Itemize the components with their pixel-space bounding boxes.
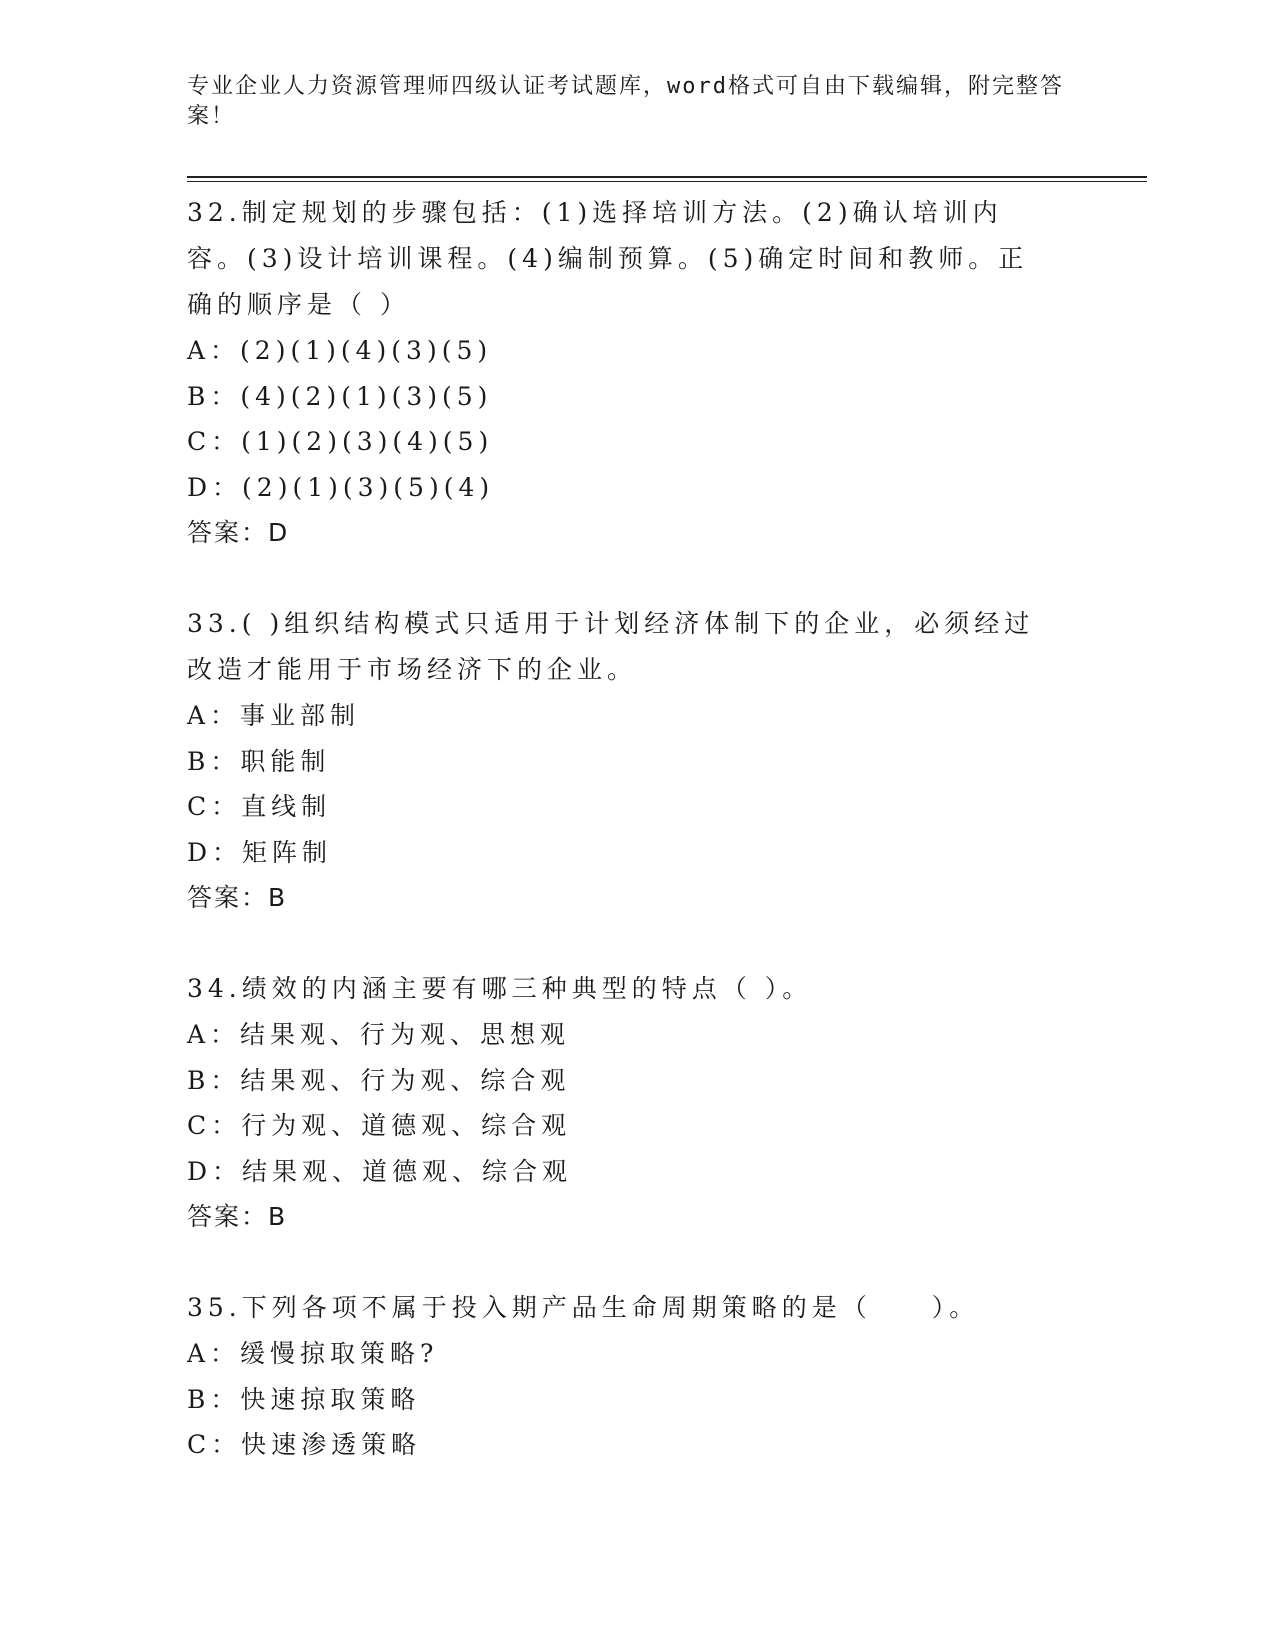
option-c: C：快速渗透策略 — [187, 1430, 422, 1459]
question-stem: 35.下列各项不属于投入期产品生命周期策略的是（ ）。 — [187, 1293, 980, 1322]
option-d: D：矩阵制 — [187, 837, 333, 867]
question-32 — [187, 190, 1147, 556]
option-b: B：(4)(2)(1)(3)(5) — [187, 381, 493, 411]
spacer — [187, 556, 1147, 601]
option-c: C：行为观、道德观、综合观 — [187, 1111, 572, 1140]
option-b: B：结果观、行为观、综合观 — [187, 1065, 571, 1095]
document-header: 专业企业人力资源管理师四级认证考试题库，word格式可自由下载编辑，附完整答案！ — [187, 74, 1064, 129]
question-stem: 32.制定规划的步骤包括：(1)选择培训方法。(2)确认培训内容。(3)设计培训课程。(4)编制预算。(5)确定时间和教师。正确的顺序是（ ） — [187, 198, 1029, 319]
spacer — [187, 921, 1147, 966]
option-a: A：结果观、行为观、思想观 — [187, 1020, 571, 1049]
option-c: C：直线制 — [187, 792, 332, 821]
option-a: A：缓慢掠取策略? — [187, 1339, 439, 1368]
question-list — [187, 190, 1147, 1468]
question-35 — [187, 1285, 1147, 1468]
answer-label: 答案：D — [187, 518, 290, 547]
question-34 — [187, 966, 1147, 1240]
option-d: D：(2)(1)(3)(5)(4) — [187, 472, 495, 502]
answer-label: 答案：B — [187, 883, 288, 912]
option-b: B：职能制 — [187, 746, 331, 776]
question-stem: 34.绩效的内涵主要有哪三种典型的特点（ ）。 — [187, 974, 813, 1003]
option-c: C：(1)(2)(3)(4)(5) — [187, 427, 494, 456]
question-stem: 33.( )组织结构模式只适用于计划经济体制下的企业，必须经过改造才能用于市场经济下的企业。 — [187, 609, 1035, 684]
question-33 — [187, 601, 1147, 921]
option-a: A：(2)(1)(4)(3)(5) — [187, 336, 493, 365]
option-a: A：事业部制 — [187, 701, 361, 730]
option-d: D：结果观、道德观、综合观 — [187, 1156, 573, 1186]
option-b: B：快速掠取策略 — [187, 1384, 421, 1414]
header-divider — [187, 176, 1147, 182]
spacer — [187, 1240, 1147, 1285]
answer-label: 答案：B — [187, 1202, 288, 1231]
